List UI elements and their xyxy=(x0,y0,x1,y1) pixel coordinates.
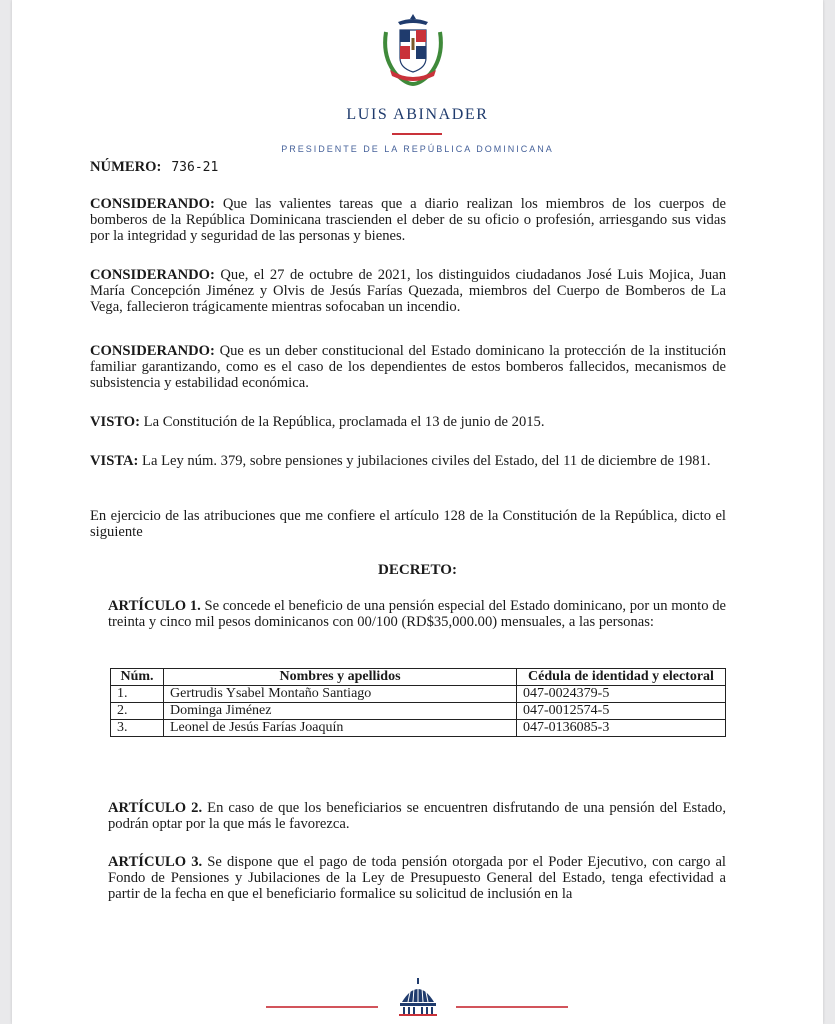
row-number: 2. xyxy=(111,703,164,720)
considerando-1 xyxy=(90,196,726,244)
decree-number-value: 736-21 xyxy=(171,160,219,175)
articulo-label: ARTÍCULO 1. xyxy=(108,598,201,614)
articulo-2 xyxy=(108,800,726,832)
articulo-1 xyxy=(108,598,726,630)
header-subtitle: PRESIDENTE DE LA REPÚBLICA DOMINICANA xyxy=(281,144,554,154)
table-header-row xyxy=(111,669,726,686)
coat-of-arms-icon xyxy=(378,12,448,86)
ejercicio-paragraph: En ejercicio de las atribuciones que me confiere el artículo 128 de la Constitución de la República, dicto el siguiente xyxy=(90,508,726,540)
header-divider xyxy=(392,133,442,135)
vista-text: La Ley núm. 379, sobre pensiones y jubilaciones civiles del Estado, del 11 de diciembre de 1981. xyxy=(138,453,711,469)
palace-dome-icon xyxy=(396,978,440,1016)
considerando-2 xyxy=(90,267,726,315)
decreto-title: DECRETO: xyxy=(378,562,457,578)
visto-label: VISTO: xyxy=(90,414,141,430)
row-number: 3. xyxy=(111,720,164,737)
row-name: Gertrudis Ysabel Montaño Santiago xyxy=(164,686,517,703)
considerando-label: CONSIDERANDO: xyxy=(90,343,215,359)
considerando-text: Que las valientes tareas que a diario realizan los miembros de los cuerpos de bomberos de la República Dominicana trascienden el deber de su oficio o profesión, arriesgando sus vidas por la integridad y seguridad de las personas y bienes. xyxy=(90,196,726,244)
considerando-label: CONSIDERANDO: xyxy=(90,196,215,212)
row-name: Leonel de Jesús Farías Joaquín xyxy=(164,720,517,737)
table-row xyxy=(111,686,726,703)
considerando-text: Que, el 27 de octubre de 2021, los distinguidos ciudadanos José Luis Mojica, Juan María Concepción Jiménez y Olvis de Jesús Farías Quezada, miembros del Cuerpo de Bomberos de La Vega, fallecieron trágicamente mientras sofocaban un incendio. xyxy=(90,267,726,315)
table-row xyxy=(111,703,726,720)
considerando-label: CONSIDERANDO: xyxy=(90,267,215,283)
table-row xyxy=(111,720,726,737)
articulo-label: ARTÍCULO 3. xyxy=(108,854,203,870)
column-header-name: Nombres y apellidos xyxy=(164,669,517,686)
header-name: LUIS ABINADER xyxy=(346,106,489,123)
row-cedula: 047-0024379-5 xyxy=(517,686,726,703)
decree-number-label: NÚMERO: xyxy=(90,159,162,175)
articulo-text: En caso de que los beneficiarios se encuentren disfrutando de una pensión del Estado, podrán optar por la que más le favorezca. xyxy=(108,800,726,832)
row-name: Dominga Jiménez xyxy=(164,703,517,720)
page-footer xyxy=(0,978,835,1018)
decree-number xyxy=(90,159,218,176)
beneficiaries-table xyxy=(110,668,726,737)
articulo-text: Se dispone que el pago de toda pensión otorgada por el Poder Ejecutivo, con cargo al Fondo de Pensiones y Jubilaciones de la Ley de Presupuesto General del Estado, tenga efectividad a partir de la fecha en que el beneficiario formalice su solicitud de inclusión en la xyxy=(108,854,726,902)
vista-paragraph xyxy=(90,453,726,469)
articulo-text: Se concede el beneficio de una pensión especial del Estado dominicano, por un monto de treinta y cinco mil pesos dominicanos con 00/100 (RD$35,000.00) mensuales, a las personas: xyxy=(108,598,726,630)
row-cedula: 047-0136085-3 xyxy=(517,720,726,737)
footer-rule-right xyxy=(456,1006,568,1008)
row-number: 1. xyxy=(111,686,164,703)
visto-text: La Constitución de la República, proclamada el 13 de junio de 2015. xyxy=(140,414,545,430)
considerando-text: Que es un deber constitucional del Estado dominicano la protección de la institución familiar garantizando, como es el caso de los dependientes de estos bomberos fallecidos, mecanismos de subsistencia y estabilidad económica. xyxy=(90,343,726,391)
vista-label: VISTA: xyxy=(90,453,139,469)
column-header-cedula: Cédula de identidad y electoral xyxy=(517,669,726,686)
row-cedula: 047-0012574-5 xyxy=(517,703,726,720)
column-header-num: Núm. xyxy=(111,669,164,686)
footer-rule-left xyxy=(266,1006,378,1008)
considerando-3 xyxy=(90,343,726,391)
articulo-3 xyxy=(108,854,726,902)
articulo-label: ARTÍCULO 2. xyxy=(108,800,203,816)
visto-paragraph xyxy=(90,414,726,430)
